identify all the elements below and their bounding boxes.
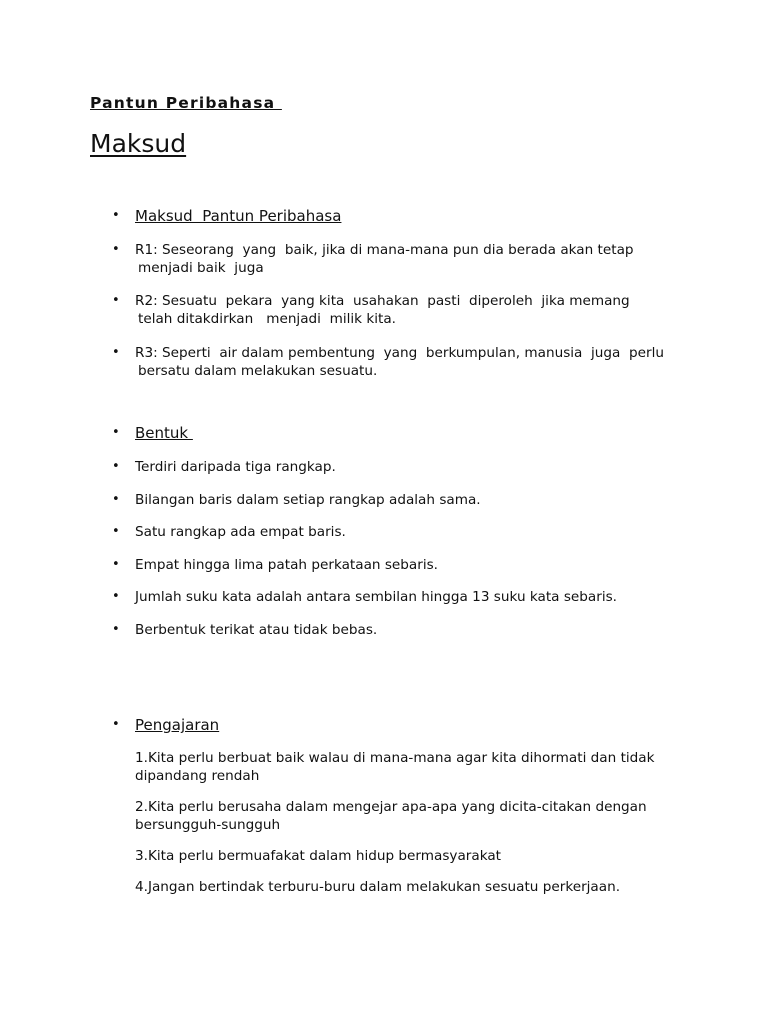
pengajaran-item-4 <box>112 878 692 896</box>
maksud-item-r1 <box>112 241 692 277</box>
document-title: Pantun Peribahasa <box>90 94 282 112</box>
list-item-line: bersungguh-sungguh <box>135 817 281 833</box>
pengajaran-item-2 <box>112 798 692 834</box>
bullet: • <box>112 557 120 572</box>
list-item-line: 1.Kita perlu berbuat baik walau di mana-mana agar kita dihormati dan tidak <box>135 750 655 766</box>
bentuk-item <box>112 621 692 639</box>
bullet: • <box>112 293 120 308</box>
bullet: • <box>112 345 120 360</box>
section-header-text: Pengajaran <box>135 716 220 734</box>
list-item-line: dipandang rendah <box>135 768 260 784</box>
list-item-line: R1: Seseorang yang baik, jika di mana-mana pun dia berada akan tetap <box>135 242 634 258</box>
pengajaran-item-1 <box>112 749 692 785</box>
maksud-section <box>112 206 692 226</box>
bullet: • <box>112 208 120 223</box>
bentuk-section <box>112 423 692 443</box>
list-item-line: R3: Seperti air dalam pembentung yang berkumpulan, manusia juga perlu <box>135 345 665 361</box>
bentuk-item <box>112 588 692 606</box>
bullet: • <box>112 459 120 474</box>
document-heading: Maksud <box>90 129 187 158</box>
bullet: • <box>112 242 120 257</box>
bullet: • <box>112 425 120 440</box>
bentuk-item <box>112 556 692 574</box>
pengajaran-item-3 <box>112 847 692 865</box>
bullet: • <box>112 717 120 732</box>
bentuk-item <box>112 491 692 509</box>
pengajaran-header <box>112 715 692 735</box>
bullet: • <box>112 622 120 637</box>
maksud-header <box>112 206 692 226</box>
bentuk-item <box>112 523 692 541</box>
list-item-line: Berbentuk terikat atau tidak bebas. <box>135 622 378 638</box>
list-item-line: telah ditakdirkan menjadi milik kita. <box>138 311 396 327</box>
bentuk-header <box>112 423 692 443</box>
list-item-line: bersatu dalam melakukan sesuatu. <box>138 363 378 379</box>
bullet: • <box>112 589 120 604</box>
maksud-item-r2 <box>112 292 692 328</box>
bentuk-item <box>112 458 692 476</box>
list-item-line: Bilangan baris dalam setiap rangkap adalah sama. <box>135 492 481 508</box>
pengajaran-section <box>112 715 692 735</box>
section-header-text: Bentuk <box>135 424 193 442</box>
list-item-line: Satu rangkap ada empat baris. <box>135 524 346 540</box>
bullet: • <box>112 524 120 539</box>
section-header-text: Maksud Pantun Peribahasa <box>135 207 342 225</box>
list-item-line: Terdiri daripada tiga rangkap. <box>135 459 336 475</box>
list-item-line: Jumlah suku kata adalah antara sembilan hingga 13 suku kata sebaris. <box>135 589 618 605</box>
list-item-line: 2.Kita perlu berusaha dalam mengejar apa-apa yang dicita-citakan dengan <box>135 799 647 815</box>
list-item-line: R2: Sesuatu pekara yang kita usahakan pasti diperoleh jika memang <box>135 293 630 309</box>
list-item-line: 4.Jangan bertindak terburu-buru dalam melakukan sesuatu perkerjaan. <box>135 879 621 895</box>
list-item-line: 3.Kita perlu bermuafakat dalam hidup bermasyarakat <box>135 848 501 864</box>
list-item-line: Empat hingga lima patah perkataan sebaris. <box>135 557 439 573</box>
maksud-item-r3 <box>112 344 692 380</box>
bullet: • <box>112 492 120 507</box>
list-item-line: menjadi baik juga <box>138 260 264 276</box>
